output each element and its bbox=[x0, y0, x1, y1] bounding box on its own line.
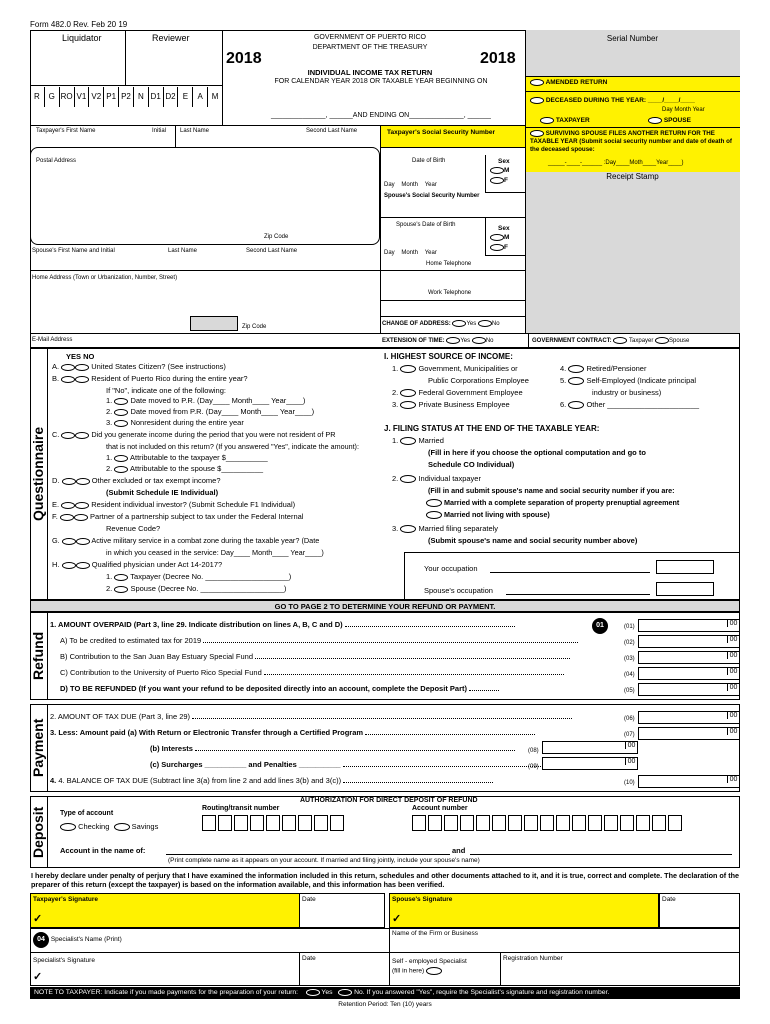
refund-amount-02[interactable]: 00 bbox=[638, 635, 740, 648]
form-subtitle: FOR CALENDAR YEAR 2018 OR TAXABLE YEAR BEGINNING ON bbox=[274, 78, 488, 85]
deceased-taxpayer-oval[interactable] bbox=[540, 117, 554, 124]
note-yes-oval[interactable] bbox=[306, 989, 320, 996]
spouse-occupation-box[interactable] bbox=[656, 582, 714, 596]
routing-boxes[interactable] bbox=[202, 815, 346, 833]
payment-amount-08[interactable]: 00 bbox=[542, 741, 638, 754]
code-row: R G RO V1 V2 P1 P2 N D1 D2 E A M bbox=[30, 87, 222, 107]
amended-oval[interactable] bbox=[530, 79, 544, 86]
refund-amount-05[interactable]: 00 bbox=[638, 683, 740, 696]
gov-contract-spouse-oval[interactable] bbox=[655, 337, 669, 344]
go-to-banner: GO TO PAGE 2 TO DETERMINE YOUR REFUND OR PAYMENT. bbox=[30, 600, 740, 612]
question-e: E. Resident individual investor? (Submit Schedule F1 Individual) bbox=[52, 500, 296, 509]
payment-label: Payment bbox=[30, 718, 46, 778]
liquidator-label: Liquidator bbox=[62, 33, 102, 43]
deceased-oval[interactable] bbox=[530, 97, 544, 104]
payment-amount-07[interactable]: 00 bbox=[638, 727, 740, 740]
self-employed-oval[interactable] bbox=[426, 967, 442, 975]
sex-m-oval[interactable] bbox=[490, 167, 504, 174]
note-no-oval[interactable] bbox=[338, 989, 352, 996]
surviving-spouse-oval[interactable] bbox=[530, 130, 544, 137]
payment-amount-06[interactable]: 00 bbox=[638, 711, 740, 724]
refund-amount-04[interactable]: 00 bbox=[638, 667, 740, 680]
sex-f-oval[interactable] bbox=[490, 177, 504, 184]
occupation-box[interactable] bbox=[656, 560, 714, 574]
refund-line-1: 1. AMOUNT OVERPAID (Part 3, line 29. Indicate distribution on lines A, B, C and D) bbox=[50, 620, 515, 629]
question-f: F. Partner of a partnership subject to tax under the Federal Internal bbox=[52, 512, 304, 521]
change-address-yes-oval[interactable] bbox=[452, 320, 466, 327]
reviewer-label: Reviewer bbox=[152, 33, 190, 43]
payment-amount-09[interactable]: 00 bbox=[542, 757, 638, 770]
extension-yes-oval[interactable] bbox=[446, 337, 460, 344]
savings-oval[interactable] bbox=[114, 823, 130, 831]
question-b: B. Resident of Puerto Rico during the entire year? bbox=[52, 374, 248, 383]
gov-title: GOVERNMENT OF PUERTO RICO bbox=[313, 34, 426, 41]
year-left: 2018 bbox=[226, 50, 262, 67]
questionnaire-label: Questionnaire bbox=[30, 426, 46, 522]
spouse-sex-m-oval[interactable] bbox=[490, 234, 504, 241]
payment-amount-10[interactable]: 00 bbox=[638, 775, 740, 788]
question-g: G. Active military service in a combat zone during the taxable year? (Date bbox=[52, 536, 320, 545]
serial-number-label: Serial Number bbox=[606, 34, 659, 43]
checking-oval[interactable] bbox=[60, 823, 76, 831]
retention-period: Retention Period: Ten (10) years bbox=[338, 1001, 432, 1008]
account-boxes[interactable] bbox=[412, 815, 684, 833]
spouse-sex-f-oval[interactable] bbox=[490, 244, 504, 251]
form-number: Form 482.0 Rev. Feb 20 19 bbox=[30, 20, 128, 29]
badge-04: 04 bbox=[33, 932, 49, 948]
year-right: 2018 bbox=[480, 50, 516, 67]
taxpayer-ssn-label: Taxpayer's Social Security Number bbox=[380, 125, 525, 147]
question-a: A. United States Citizen? (See instructions) bbox=[52, 362, 226, 371]
refund-amount-01[interactable]: 00 bbox=[638, 619, 740, 632]
postal-address-box[interactable] bbox=[30, 147, 380, 245]
deposit-label: Deposit bbox=[30, 806, 46, 858]
question-d: D. Other excluded or tax exempt income? bbox=[52, 476, 221, 485]
declaration: I hereby declare under penalty of perjury that I have examined the information included in this return, schedules and other documents attached to it, and it is true, correct and complete. The declaration of the preparer of this return (except the taxpayer) is based on the information available, and this information has been verified. bbox=[31, 871, 739, 889]
refund-amount-03[interactable]: 00 bbox=[638, 651, 740, 664]
ending-line: ______________, ______AND ENDING ON______________, ______ bbox=[271, 112, 491, 119]
question-h: H. Qualified physician under Act 14-2017? bbox=[52, 560, 223, 569]
note-bar: NOTE TO TAXPAYER: Indicate if you made payments for the preparation of your return: Yes No. If you answered "Yes", require the Specialist's signature and registration number. bbox=[30, 987, 740, 999]
deceased-spouse-oval[interactable] bbox=[648, 117, 662, 124]
refund-label: Refund bbox=[30, 631, 46, 681]
receipt-stamp: Receipt Stamp bbox=[606, 172, 659, 181]
change-address-no-oval[interactable] bbox=[478, 320, 492, 327]
question-c: C. Did you generate income during the period that you were not resident of PR bbox=[52, 430, 336, 439]
badge-01: 01 bbox=[592, 618, 608, 634]
gov-contract-taxpayer-oval[interactable] bbox=[613, 337, 627, 344]
extension-no-oval[interactable] bbox=[472, 337, 486, 344]
dept-title: DEPARTMENT OF THE TREASURY bbox=[312, 44, 428, 51]
form-title: INDIVIDUAL INCOME TAX RETURN bbox=[307, 68, 433, 77]
